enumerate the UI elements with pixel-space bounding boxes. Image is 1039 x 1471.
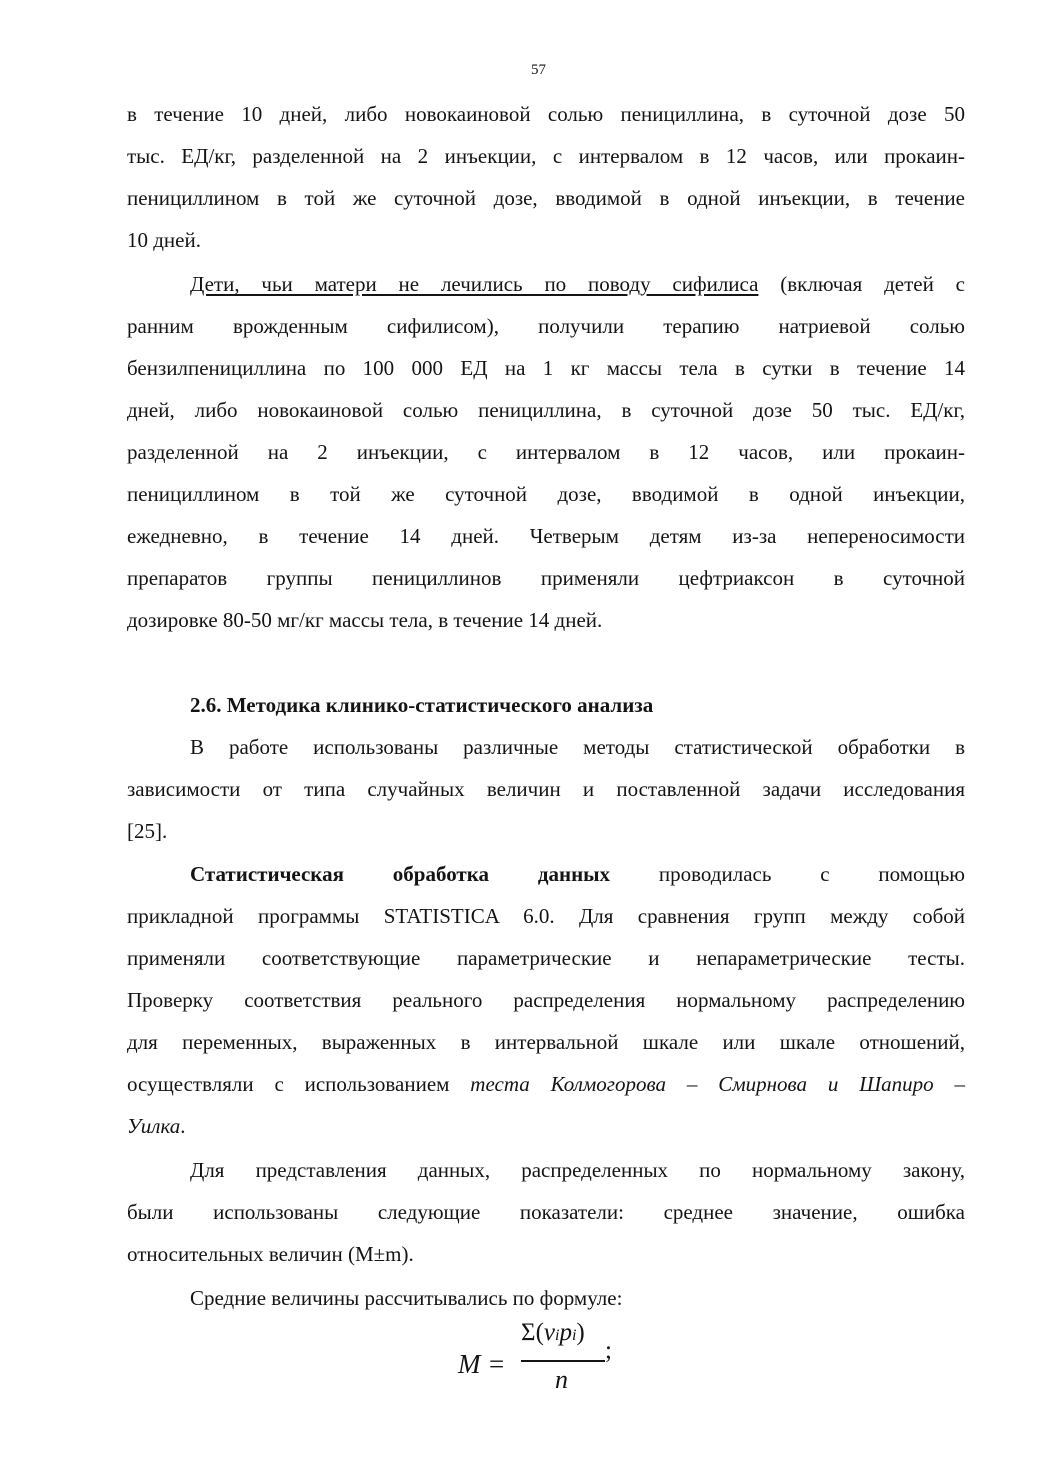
text-line: применяли соответствующие параметрические и непараметрические тесты. [127, 946, 965, 970]
subscript-i: i [555, 1327, 560, 1344]
text-line: Для представления данных, распределенных по нормальному закону, [190, 1158, 965, 1182]
text-span: . [180, 1114, 186, 1138]
formula-terminator: ; [605, 1337, 612, 1364]
text-span: проводилась с помощью [610, 862, 965, 886]
formula-numerator [521, 1319, 585, 1347]
text-line: прикладной программы STATISTICA 6.0. Для сравнения групп между собой [127, 904, 965, 928]
text-line: В работе использованы различные методы статистической обработки в [190, 735, 965, 759]
subscript-i: i [571, 1327, 577, 1344]
text-line: в течение 10 дней, либо новокаиновой солью пенициллина, в суточной дозе 50 [127, 102, 965, 126]
text-line: тыс. ЕД/кг, разделенной на 2 инъекции, с интервалом в 12 часов, или прокаин- [127, 144, 965, 168]
text-line: для переменных, выраженных в интервальной шкале или шкале отношений, [127, 1030, 965, 1054]
text-line: [25]. [127, 819, 168, 843]
italic-phrase: Уилка [127, 1114, 181, 1138]
text-line: бензилпенициллина по 100 000 ЕД на 1 кг массы тела в сутки в течение 14 [127, 356, 965, 380]
text-span: осуществляли с использованием [127, 1072, 471, 1096]
text-line: были использованы следующие показатели: среднее значение, ошибка [127, 1200, 965, 1224]
page-number: 57 [531, 62, 546, 78]
text-span: (включая детей с [758, 272, 965, 296]
paren-open: ( [535, 1319, 544, 1346]
text-line: дозировке 80-50 мг/кг массы тела, в течение 14 дней. [127, 608, 603, 632]
text-line [127, 1113, 965, 1139]
text-line: разделенной на 2 инъекции, с интервалом в 12 часов, или прокаин- [127, 440, 965, 464]
formula-lhs: M = [458, 1349, 506, 1379]
text-line [127, 1071, 965, 1097]
text-line: 10 дней. [127, 228, 201, 252]
mean-formula [455, 1308, 655, 1408]
section-heading: 2.6. Методика клинико-статистического анализа [190, 693, 654, 717]
text-line: ранним врожденным сифилисом), получили терапию натриевой солью [127, 314, 965, 338]
paren-close: ) [576, 1319, 585, 1346]
text-line: Проверку соответствия реального распределения нормальному распределению [127, 988, 965, 1012]
variable-p: p [559, 1319, 572, 1346]
text-line [190, 271, 965, 297]
bold-phrase: Статистическая обработка данных [190, 862, 611, 886]
fraction-bar [521, 1360, 605, 1362]
text-line: ежедневно, в течение 14 дней. Четверым детям из-за непереносимости [127, 524, 965, 548]
text-line: пенициллином в той же суточной дозе, вводимой в одной инъекции, в течение [127, 186, 965, 210]
text-line: относительных величин (M±m). [127, 1242, 414, 1266]
underlined-phrase: Дети, чьи матери не лечились по поводу сифилиса [190, 272, 759, 296]
sigma-symbol: Σ [521, 1319, 536, 1346]
variable-v: v [543, 1319, 555, 1346]
text-line [190, 861, 965, 887]
text-line: пенициллином в той же суточной дозе, вводимой в одной инъекции, [127, 482, 965, 506]
text-line: препаратов группы пенициллинов применяли цефтриаксон в суточной [127, 566, 965, 590]
italic-phrase: теста Колмогорова – Смирнова и Шапиро – [470, 1072, 965, 1096]
text-line: зависимости от типа случайных величин и поставленной задачи исследования [127, 777, 965, 801]
text-line: дней, либо новокаиновой солью пенициллина, в суточной дозе 50 тыс. ЕД/кг, [127, 398, 965, 422]
formula-denominator: n [555, 1365, 568, 1394]
formula-intro: Средние величины рассчитывались по формуле: [190, 1286, 623, 1310]
